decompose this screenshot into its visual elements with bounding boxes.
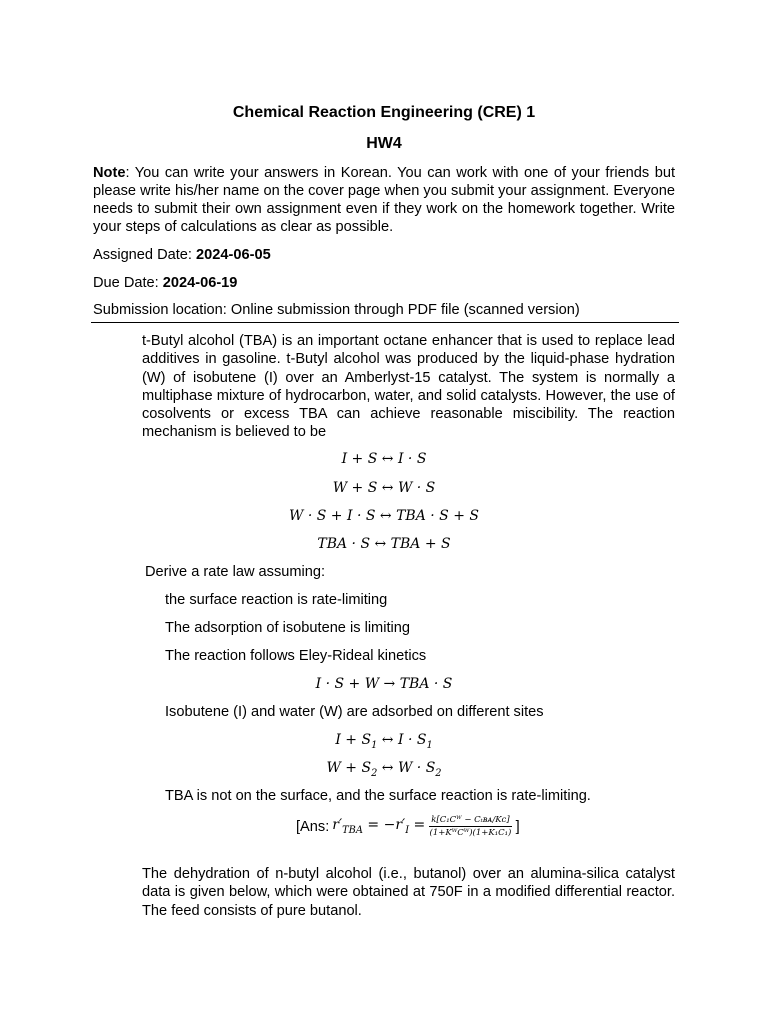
note-text: : You can write your answers in Korean. You can work with one of your friends but please write his/her name on the cover page when you submit your assignment. Everyone needs to submit their own assignment even if they work on the homework together. Write your steps of calculations as clear as possible. <box>93 165 675 235</box>
case-a: the surface reaction is rate-limiting <box>165 592 388 608</box>
answer-lhs: $r'_{TBA} = -r'_I$ = <box>332 817 426 836</box>
derive-instruction: Derive a rate law assuming: <box>145 564 326 580</box>
submission-location: Submission location: Online submission through PDF file (scanned version) <box>93 302 580 318</box>
answer-suffix: ] <box>515 818 520 835</box>
answer-numerator: k[C₁Cᵂ − Cₜʙᴀ/Kᴄ] <box>431 815 510 825</box>
case-b: The adsorption of isobutene is limiting <box>165 620 410 636</box>
answer-denominator: (1+KᵂCᵂ)(1+K₁C₁) <box>429 828 512 838</box>
mechanism-eq-4: TBA · S ↔ TBA + S <box>317 536 451 552</box>
course-title: Chemical Reaction Engineering (CRE) 1 <box>232 104 536 121</box>
due-date-label: Due Date: <box>93 275 163 291</box>
answer-rate-law <box>296 815 520 838</box>
due-date <box>93 275 237 291</box>
assigned-date <box>93 247 271 263</box>
assigned-date-value: 2024-06-05 <box>196 247 271 263</box>
case-c: The reaction follows Eley-Rideal kinetics <box>165 648 427 664</box>
different-sites-text: Isobutene (I) and water (W) are adsorbed on different sites <box>165 704 544 720</box>
answer-prefix: [Ans: <box>296 818 330 835</box>
header-divider <box>91 322 679 323</box>
note-label: Note <box>93 165 126 181</box>
mechanism-eq-1: I + S ↔ I · S <box>341 451 427 467</box>
site-equation-1: $I + S_1$ ↔ $I \cdot S_1$ <box>335 732 433 751</box>
tba-not-surface-text: TBA is not on the surface, and the surface reaction is rate-limiting. <box>165 788 591 804</box>
answer-fraction <box>429 815 511 838</box>
note-paragraph <box>93 164 675 236</box>
assigned-date-label: Assigned Date: <box>93 247 197 263</box>
mechanism-eq-3: W · S + I · S ↔ TBA · S + S <box>289 508 479 524</box>
mechanism-eq-2: W + S ↔ W · S <box>332 480 436 496</box>
homework-title: HW4 <box>366 135 402 152</box>
due-date-value: 2024-06-19 <box>162 275 238 291</box>
problem2-intro: The dehydration of n-butyl alcohol (i.e., butanol) over an alumina-silica catalyst data is given below, which were obtained at 750F in a modified differential reactor. The feed consists of pure butanol. <box>142 866 675 919</box>
site-equation-2: $W + S_2$ ↔ $W \cdot S_2$ <box>326 760 442 779</box>
problem1-intro: t-Butyl alcohol (TBA) is an important octane enhancer that is used to replace lead additives in gasoline. t-Butyl alcohol was produced by the liquid-phase hydration (W) of isobutene (I) over an Amberlyst-15 catalyst. The system is normally a multiphase mixture of hydrocarbon, water, and solid catalysts. However, the use of cosolvents or excess TBA can achieve reasonable miscibility. The reaction mechanism is believed to be <box>142 333 675 441</box>
eley-rideal-equation: I · S + W → TBA · S <box>315 676 453 692</box>
